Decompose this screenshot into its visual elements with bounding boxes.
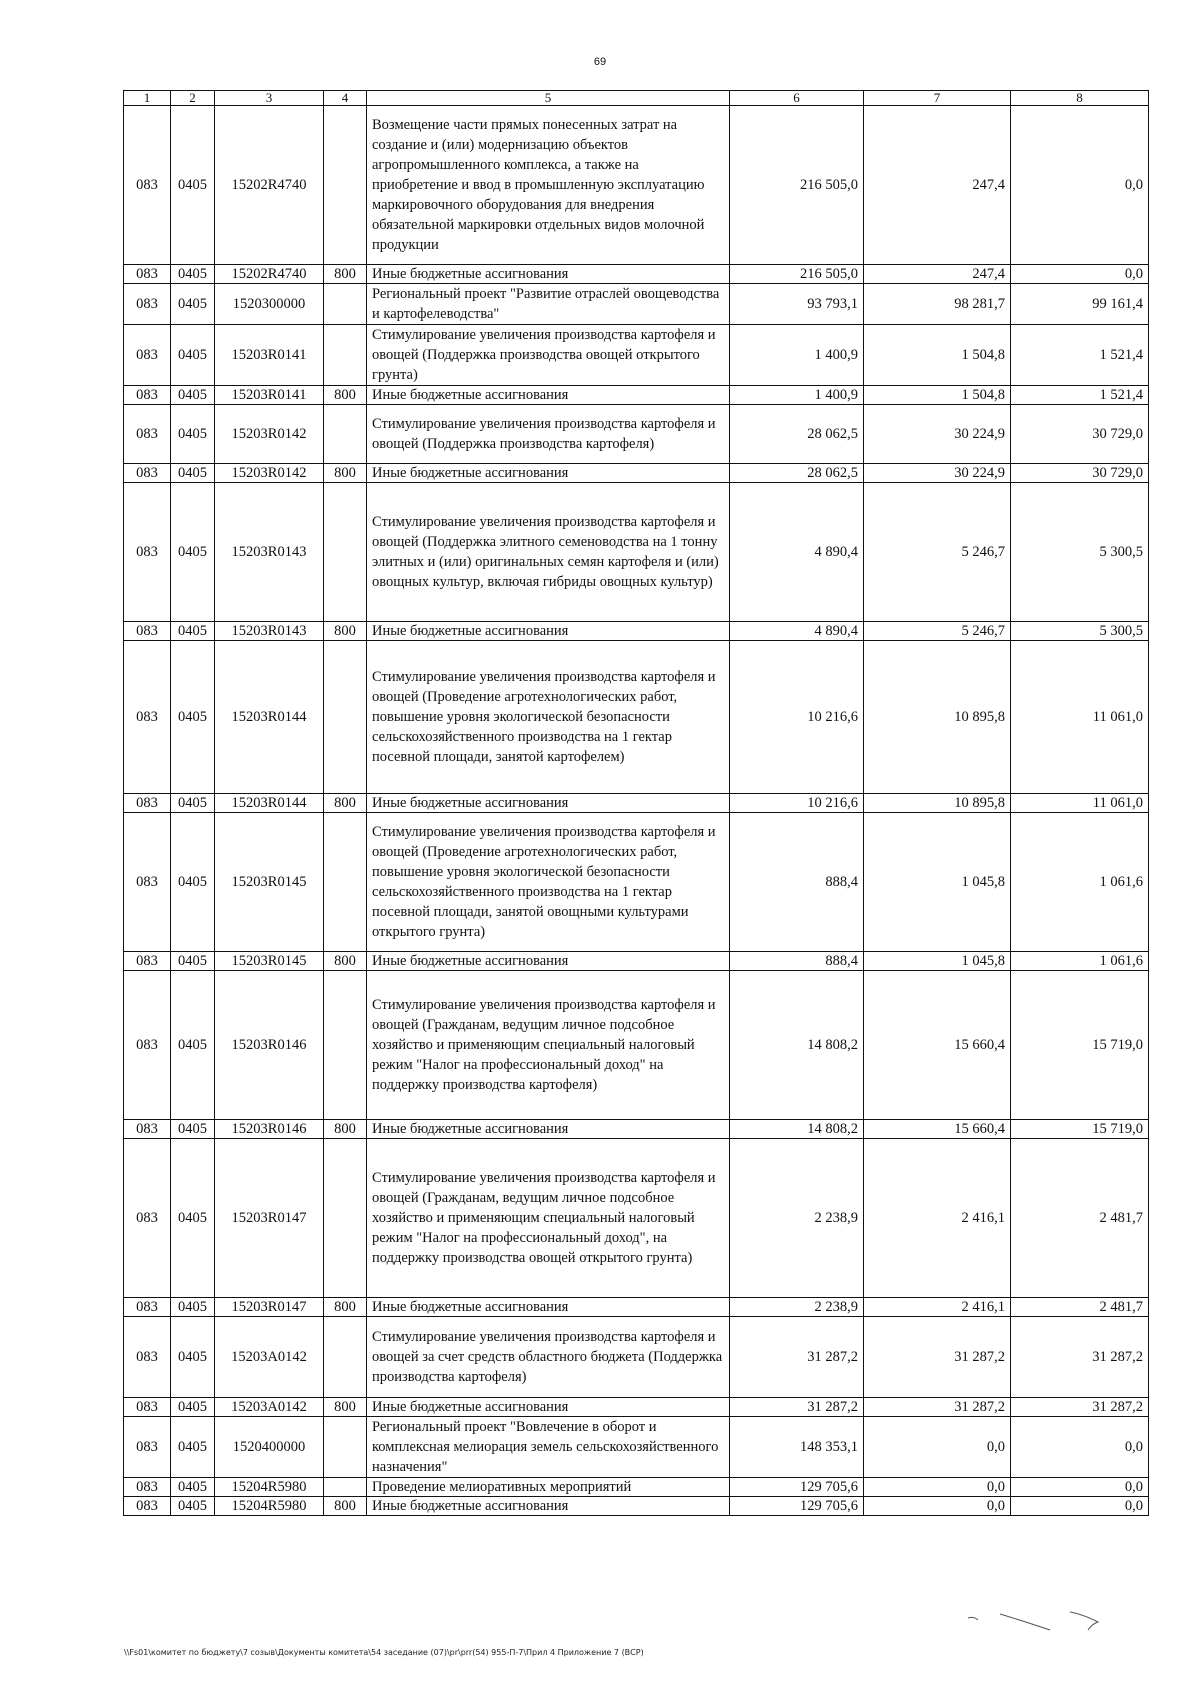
table-row — [124, 483, 1149, 622]
cell-description: Стимулирование увеличения производства картофеля и овощей (Поддержка производства картофеля) — [367, 405, 730, 464]
cell-amount-year-2: 30 224,9 — [864, 464, 1011, 483]
cell-description: Стимулирование увеличения производства картофеля и овощей (Гражданам, ведущим личное подсобное хозяйство и применяющим специальный налоговый режим "Налог на профессиональный доход" на поддержку производства картофеля) — [367, 971, 730, 1120]
cell-section-code: 0405 — [171, 1497, 215, 1516]
cell-admin-code: 083 — [124, 106, 171, 265]
table-row — [124, 464, 1149, 483]
budget-table — [123, 90, 1149, 1516]
table-row — [124, 1120, 1149, 1139]
cell-section-code: 0405 — [171, 1120, 215, 1139]
header-cell: 1 — [124, 91, 171, 106]
table-row — [124, 1139, 1149, 1298]
cell-admin-code: 083 — [124, 794, 171, 813]
cell-amount-year-2: 0,0 — [864, 1417, 1011, 1478]
cell-amount-year-1: 14 808,2 — [730, 971, 864, 1120]
cell-admin-code: 083 — [124, 483, 171, 622]
cell-target-article: 1520300000 — [215, 284, 324, 325]
cell-description: Иные бюджетные ассигнования — [367, 1398, 730, 1417]
cell-amount-year-3: 0,0 — [1011, 106, 1149, 265]
cell-expense-type: 800 — [324, 622, 367, 641]
cell-amount-year-3: 11 061,0 — [1011, 641, 1149, 794]
cell-target-article: 15202R4740 — [215, 106, 324, 265]
cell-amount-year-2: 31 287,2 — [864, 1317, 1011, 1398]
table-row — [124, 405, 1149, 464]
table-row — [124, 971, 1149, 1120]
cell-description: Стимулирование увеличения производства картофеля и овощей (Проведение агротехнологических работ, повышение уровня экологической безопасности сельскохозяйственного производства на 1 гектар посевной площади, занятой овощными культурами открытого грунта) — [367, 813, 730, 952]
cell-admin-code: 083 — [124, 405, 171, 464]
cell-amount-year-1: 93 793,1 — [730, 284, 864, 325]
cell-expense-type: 800 — [324, 1298, 367, 1317]
cell-amount-year-3: 30 729,0 — [1011, 464, 1149, 483]
cell-description: Иные бюджетные ассигнования — [367, 794, 730, 813]
cell-admin-code: 083 — [124, 284, 171, 325]
cell-expense-type: 800 — [324, 464, 367, 483]
cell-admin-code: 083 — [124, 971, 171, 1120]
cell-description: Региональный проект "Вовлечение в оборот и комплексная мелиорация земель сельскохозяйственного назначения" — [367, 1417, 730, 1478]
cell-target-article: 15203R0141 — [215, 325, 324, 386]
header-cell: 6 — [730, 91, 864, 106]
table-row — [124, 1417, 1149, 1478]
cell-section-code: 0405 — [171, 386, 215, 405]
cell-amount-year-1: 216 505,0 — [730, 106, 864, 265]
cell-expense-type — [324, 106, 367, 265]
cell-amount-year-3: 0,0 — [1011, 1478, 1149, 1497]
cell-amount-year-1: 129 705,6 — [730, 1497, 864, 1516]
cell-amount-year-1: 4 890,4 — [730, 622, 864, 641]
table-row — [124, 952, 1149, 971]
table-row — [124, 265, 1149, 284]
cell-section-code: 0405 — [171, 952, 215, 971]
cell-amount-year-2: 15 660,4 — [864, 1120, 1011, 1139]
cell-target-article: 15203R0142 — [215, 405, 324, 464]
cell-target-article: 15203A0142 — [215, 1398, 324, 1417]
cell-amount-year-1: 888,4 — [730, 952, 864, 971]
cell-target-article: 15203R0145 — [215, 813, 324, 952]
cell-target-article: 15204R5980 — [215, 1478, 324, 1497]
cell-amount-year-3: 0,0 — [1011, 1497, 1149, 1516]
cell-target-article: 15203R0147 — [215, 1139, 324, 1298]
cell-expense-type: 800 — [324, 952, 367, 971]
cell-amount-year-3: 2 481,7 — [1011, 1298, 1149, 1317]
cell-section-code: 0405 — [171, 971, 215, 1120]
cell-section-code: 0405 — [171, 1298, 215, 1317]
cell-description: Стимулирование увеличения производства картофеля и овощей (Поддержка производства овощей открытого грунта) — [367, 325, 730, 386]
cell-amount-year-3: 0,0 — [1011, 1417, 1149, 1478]
cell-amount-year-2: 247,4 — [864, 265, 1011, 284]
cell-amount-year-3: 5 300,5 — [1011, 622, 1149, 641]
table-row — [124, 1398, 1149, 1417]
cell-amount-year-1: 31 287,2 — [730, 1398, 864, 1417]
cell-description: Проведение мелиоративных мероприятий — [367, 1478, 730, 1497]
cell-amount-year-2: 10 895,8 — [864, 794, 1011, 813]
cell-expense-type: 800 — [324, 1497, 367, 1516]
cell-amount-year-3: 31 287,2 — [1011, 1398, 1149, 1417]
cell-description: Стимулирование увеличения производства картофеля и овощей (Гражданам, ведущим личное подсобное хозяйство и применяющим специальный налоговый режим "Налог на профессиональный доход", на поддержку производства овощей открытого грунта) — [367, 1139, 730, 1298]
cell-amount-year-1: 10 216,6 — [730, 794, 864, 813]
cell-target-article: 15203R0144 — [215, 794, 324, 813]
cell-amount-year-2: 0,0 — [864, 1478, 1011, 1497]
cell-amount-year-3: 30 729,0 — [1011, 405, 1149, 464]
cell-expense-type — [324, 813, 367, 952]
cell-section-code: 0405 — [171, 464, 215, 483]
cell-expense-type — [324, 1139, 367, 1298]
cell-amount-year-2: 1 045,8 — [864, 813, 1011, 952]
cell-amount-year-1: 14 808,2 — [730, 1120, 864, 1139]
cell-amount-year-3: 1 061,6 — [1011, 952, 1149, 971]
table-row — [124, 284, 1149, 325]
cell-amount-year-3: 1 521,4 — [1011, 325, 1149, 386]
cell-amount-year-3: 31 287,2 — [1011, 1317, 1149, 1398]
cell-amount-year-2: 31 287,2 — [864, 1398, 1011, 1417]
cell-admin-code: 083 — [124, 952, 171, 971]
cell-admin-code: 083 — [124, 622, 171, 641]
cell-amount-year-1: 31 287,2 — [730, 1317, 864, 1398]
table-row — [124, 1497, 1149, 1516]
table-row — [124, 622, 1149, 641]
cell-description: Иные бюджетные ассигнования — [367, 464, 730, 483]
cell-amount-year-1: 888,4 — [730, 813, 864, 952]
cell-section-code: 0405 — [171, 405, 215, 464]
cell-description: Иные бюджетные ассигнования — [367, 622, 730, 641]
cell-section-code: 0405 — [171, 641, 215, 794]
cell-amount-year-3: 99 161,4 — [1011, 284, 1149, 325]
cell-amount-year-1: 2 238,9 — [730, 1298, 864, 1317]
cell-amount-year-2: 2 416,1 — [864, 1139, 1011, 1298]
cell-target-article: 15203R0145 — [215, 952, 324, 971]
cell-description: Иные бюджетные ассигнования — [367, 265, 730, 284]
cell-admin-code: 083 — [124, 1497, 171, 1516]
cell-expense-type — [324, 971, 367, 1120]
cell-admin-code: 083 — [124, 325, 171, 386]
cell-section-code: 0405 — [171, 265, 215, 284]
cell-admin-code: 083 — [124, 1139, 171, 1298]
cell-section-code: 0405 — [171, 813, 215, 952]
cell-description: Иные бюджетные ассигнования — [367, 386, 730, 405]
cell-target-article: 15203R0144 — [215, 641, 324, 794]
cell-expense-type — [324, 483, 367, 622]
cell-target-article: 15203R0142 — [215, 464, 324, 483]
header-cell: 5 — [367, 91, 730, 106]
cell-section-code: 0405 — [171, 1478, 215, 1497]
cell-amount-year-2: 0,0 — [864, 1497, 1011, 1516]
header-cell: 2 — [171, 91, 215, 106]
cell-amount-year-2: 1 045,8 — [864, 952, 1011, 971]
cell-description: Иные бюджетные ассигнования — [367, 952, 730, 971]
cell-target-article: 1520400000 — [215, 1417, 324, 1478]
cell-expense-type — [324, 641, 367, 794]
page-number: 69 — [593, 56, 607, 68]
cell-admin-code: 083 — [124, 1317, 171, 1398]
cell-amount-year-1: 10 216,6 — [730, 641, 864, 794]
cell-amount-year-1: 4 890,4 — [730, 483, 864, 622]
cell-description: Стимулирование увеличения производства картофеля и овощей за счет средств областного бюджета (Поддержка производства картофеля) — [367, 1317, 730, 1398]
cell-expense-type — [324, 1317, 367, 1398]
cell-expense-type: 800 — [324, 1120, 367, 1139]
table-row — [124, 641, 1149, 794]
cell-admin-code: 083 — [124, 1417, 171, 1478]
cell-amount-year-3: 2 481,7 — [1011, 1139, 1149, 1298]
cell-description: Иные бюджетные ассигнования — [367, 1497, 730, 1516]
cell-admin-code: 083 — [124, 265, 171, 284]
cell-amount-year-2: 30 224,9 — [864, 405, 1011, 464]
cell-section-code: 0405 — [171, 483, 215, 622]
cell-admin-code: 083 — [124, 641, 171, 794]
table-row — [124, 794, 1149, 813]
footer-file-path: \\Fs01\комитет по бюджету\7 созыв\Документы комитета\54 заседание (07)\pr\prr(54) 955-П-7\Прил 4 Приложение 7 (ВСР) — [124, 1648, 644, 1657]
table-row — [124, 106, 1149, 265]
cell-section-code: 0405 — [171, 1139, 215, 1298]
cell-section-code: 0405 — [171, 1398, 215, 1417]
cell-amount-year-2: 1 504,8 — [864, 325, 1011, 386]
cell-amount-year-3: 1 521,4 — [1011, 386, 1149, 405]
cell-amount-year-1: 148 353,1 — [730, 1417, 864, 1478]
cell-expense-type: 800 — [324, 1398, 367, 1417]
cell-amount-year-1: 1 400,9 — [730, 325, 864, 386]
cell-target-article: 15203A0142 — [215, 1317, 324, 1398]
cell-target-article: 15203R0147 — [215, 1298, 324, 1317]
cell-amount-year-2: 2 416,1 — [864, 1298, 1011, 1317]
cell-expense-type — [324, 284, 367, 325]
header-cell: 4 — [324, 91, 367, 106]
cell-section-code: 0405 — [171, 284, 215, 325]
table-row — [124, 1317, 1149, 1398]
cell-target-article: 15203R0143 — [215, 622, 324, 641]
header-cell: 7 — [864, 91, 1011, 106]
cell-expense-type — [324, 405, 367, 464]
cell-description: Региональный проект "Развитие отраслей овощеводства и картофелеводства" — [367, 284, 730, 325]
cell-amount-year-3: 1 061,6 — [1011, 813, 1149, 952]
cell-admin-code: 083 — [124, 386, 171, 405]
table-row — [124, 1478, 1149, 1497]
cell-description: Иные бюджетные ассигнования — [367, 1120, 730, 1139]
cell-target-article: 15203R0146 — [215, 971, 324, 1120]
signature-mark — [960, 1600, 1120, 1640]
table-row — [124, 813, 1149, 952]
cell-expense-type — [324, 1478, 367, 1497]
cell-description: Иные бюджетные ассигнования — [367, 1298, 730, 1317]
cell-section-code: 0405 — [171, 622, 215, 641]
cell-amount-year-3: 0,0 — [1011, 265, 1149, 284]
cell-amount-year-2: 5 246,7 — [864, 483, 1011, 622]
table-row — [124, 386, 1149, 405]
cell-amount-year-2: 247,4 — [864, 106, 1011, 265]
cell-admin-code: 083 — [124, 1120, 171, 1139]
table-row — [124, 1298, 1149, 1317]
cell-section-code: 0405 — [171, 1417, 215, 1478]
cell-amount-year-3: 5 300,5 — [1011, 483, 1149, 622]
cell-description: Стимулирование увеличения производства картофеля и овощей (Проведение агротехнологических работ, повышение уровня экологической безопасности сельскохозяйственного производства на 1 гектар посевной площади, занятой картофелем) — [367, 641, 730, 794]
cell-amount-year-2: 1 504,8 — [864, 386, 1011, 405]
cell-description: Возмещение части прямых понесенных затрат на создание и (или) модернизацию объектов агропромышленного комплекса, а также на приобретение и ввод в промышленную эксплуатацию маркировочного оборудования для внедрения обязательной маркировки отдельных видов молочной продукции — [367, 106, 730, 265]
cell-admin-code: 083 — [124, 1298, 171, 1317]
cell-target-article: 15203R0141 — [215, 386, 324, 405]
cell-section-code: 0405 — [171, 794, 215, 813]
cell-amount-year-1: 28 062,5 — [730, 405, 864, 464]
cell-target-article: 15203R0143 — [215, 483, 324, 622]
cell-amount-year-1: 216 505,0 — [730, 265, 864, 284]
cell-amount-year-3: 11 061,0 — [1011, 794, 1149, 813]
cell-section-code: 0405 — [171, 1317, 215, 1398]
cell-amount-year-1: 129 705,6 — [730, 1478, 864, 1497]
cell-expense-type — [324, 325, 367, 386]
cell-amount-year-3: 15 719,0 — [1011, 971, 1149, 1120]
cell-expense-type: 800 — [324, 386, 367, 405]
cell-target-article: 15204R5980 — [215, 1497, 324, 1516]
cell-description: Стимулирование увеличения производства картофеля и овощей (Поддержка элитного семеноводства на 1 тонну элитных и (или) оригинальных семян картофеля и (или) овощных культур, включая гибриды овощных культур) — [367, 483, 730, 622]
cell-amount-year-1: 2 238,9 — [730, 1139, 864, 1298]
cell-expense-type: 800 — [324, 794, 367, 813]
cell-amount-year-1: 1 400,9 — [730, 386, 864, 405]
table-header-row — [124, 91, 1149, 106]
cell-admin-code: 083 — [124, 464, 171, 483]
cell-target-article: 15202R4740 — [215, 265, 324, 284]
cell-admin-code: 083 — [124, 1478, 171, 1497]
cell-section-code: 0405 — [171, 325, 215, 386]
header-cell: 8 — [1011, 91, 1149, 106]
cell-section-code: 0405 — [171, 106, 215, 265]
cell-amount-year-3: 15 719,0 — [1011, 1120, 1149, 1139]
cell-expense-type: 800 — [324, 265, 367, 284]
header-cell: 3 — [215, 91, 324, 106]
cell-admin-code: 083 — [124, 813, 171, 952]
cell-target-article: 15203R0146 — [215, 1120, 324, 1139]
table-row — [124, 325, 1149, 386]
cell-admin-code: 083 — [124, 1398, 171, 1417]
cell-expense-type — [324, 1417, 367, 1478]
cell-amount-year-2: 5 246,7 — [864, 622, 1011, 641]
cell-amount-year-2: 15 660,4 — [864, 971, 1011, 1120]
cell-amount-year-2: 98 281,7 — [864, 284, 1011, 325]
cell-amount-year-2: 10 895,8 — [864, 641, 1011, 794]
cell-amount-year-1: 28 062,5 — [730, 464, 864, 483]
